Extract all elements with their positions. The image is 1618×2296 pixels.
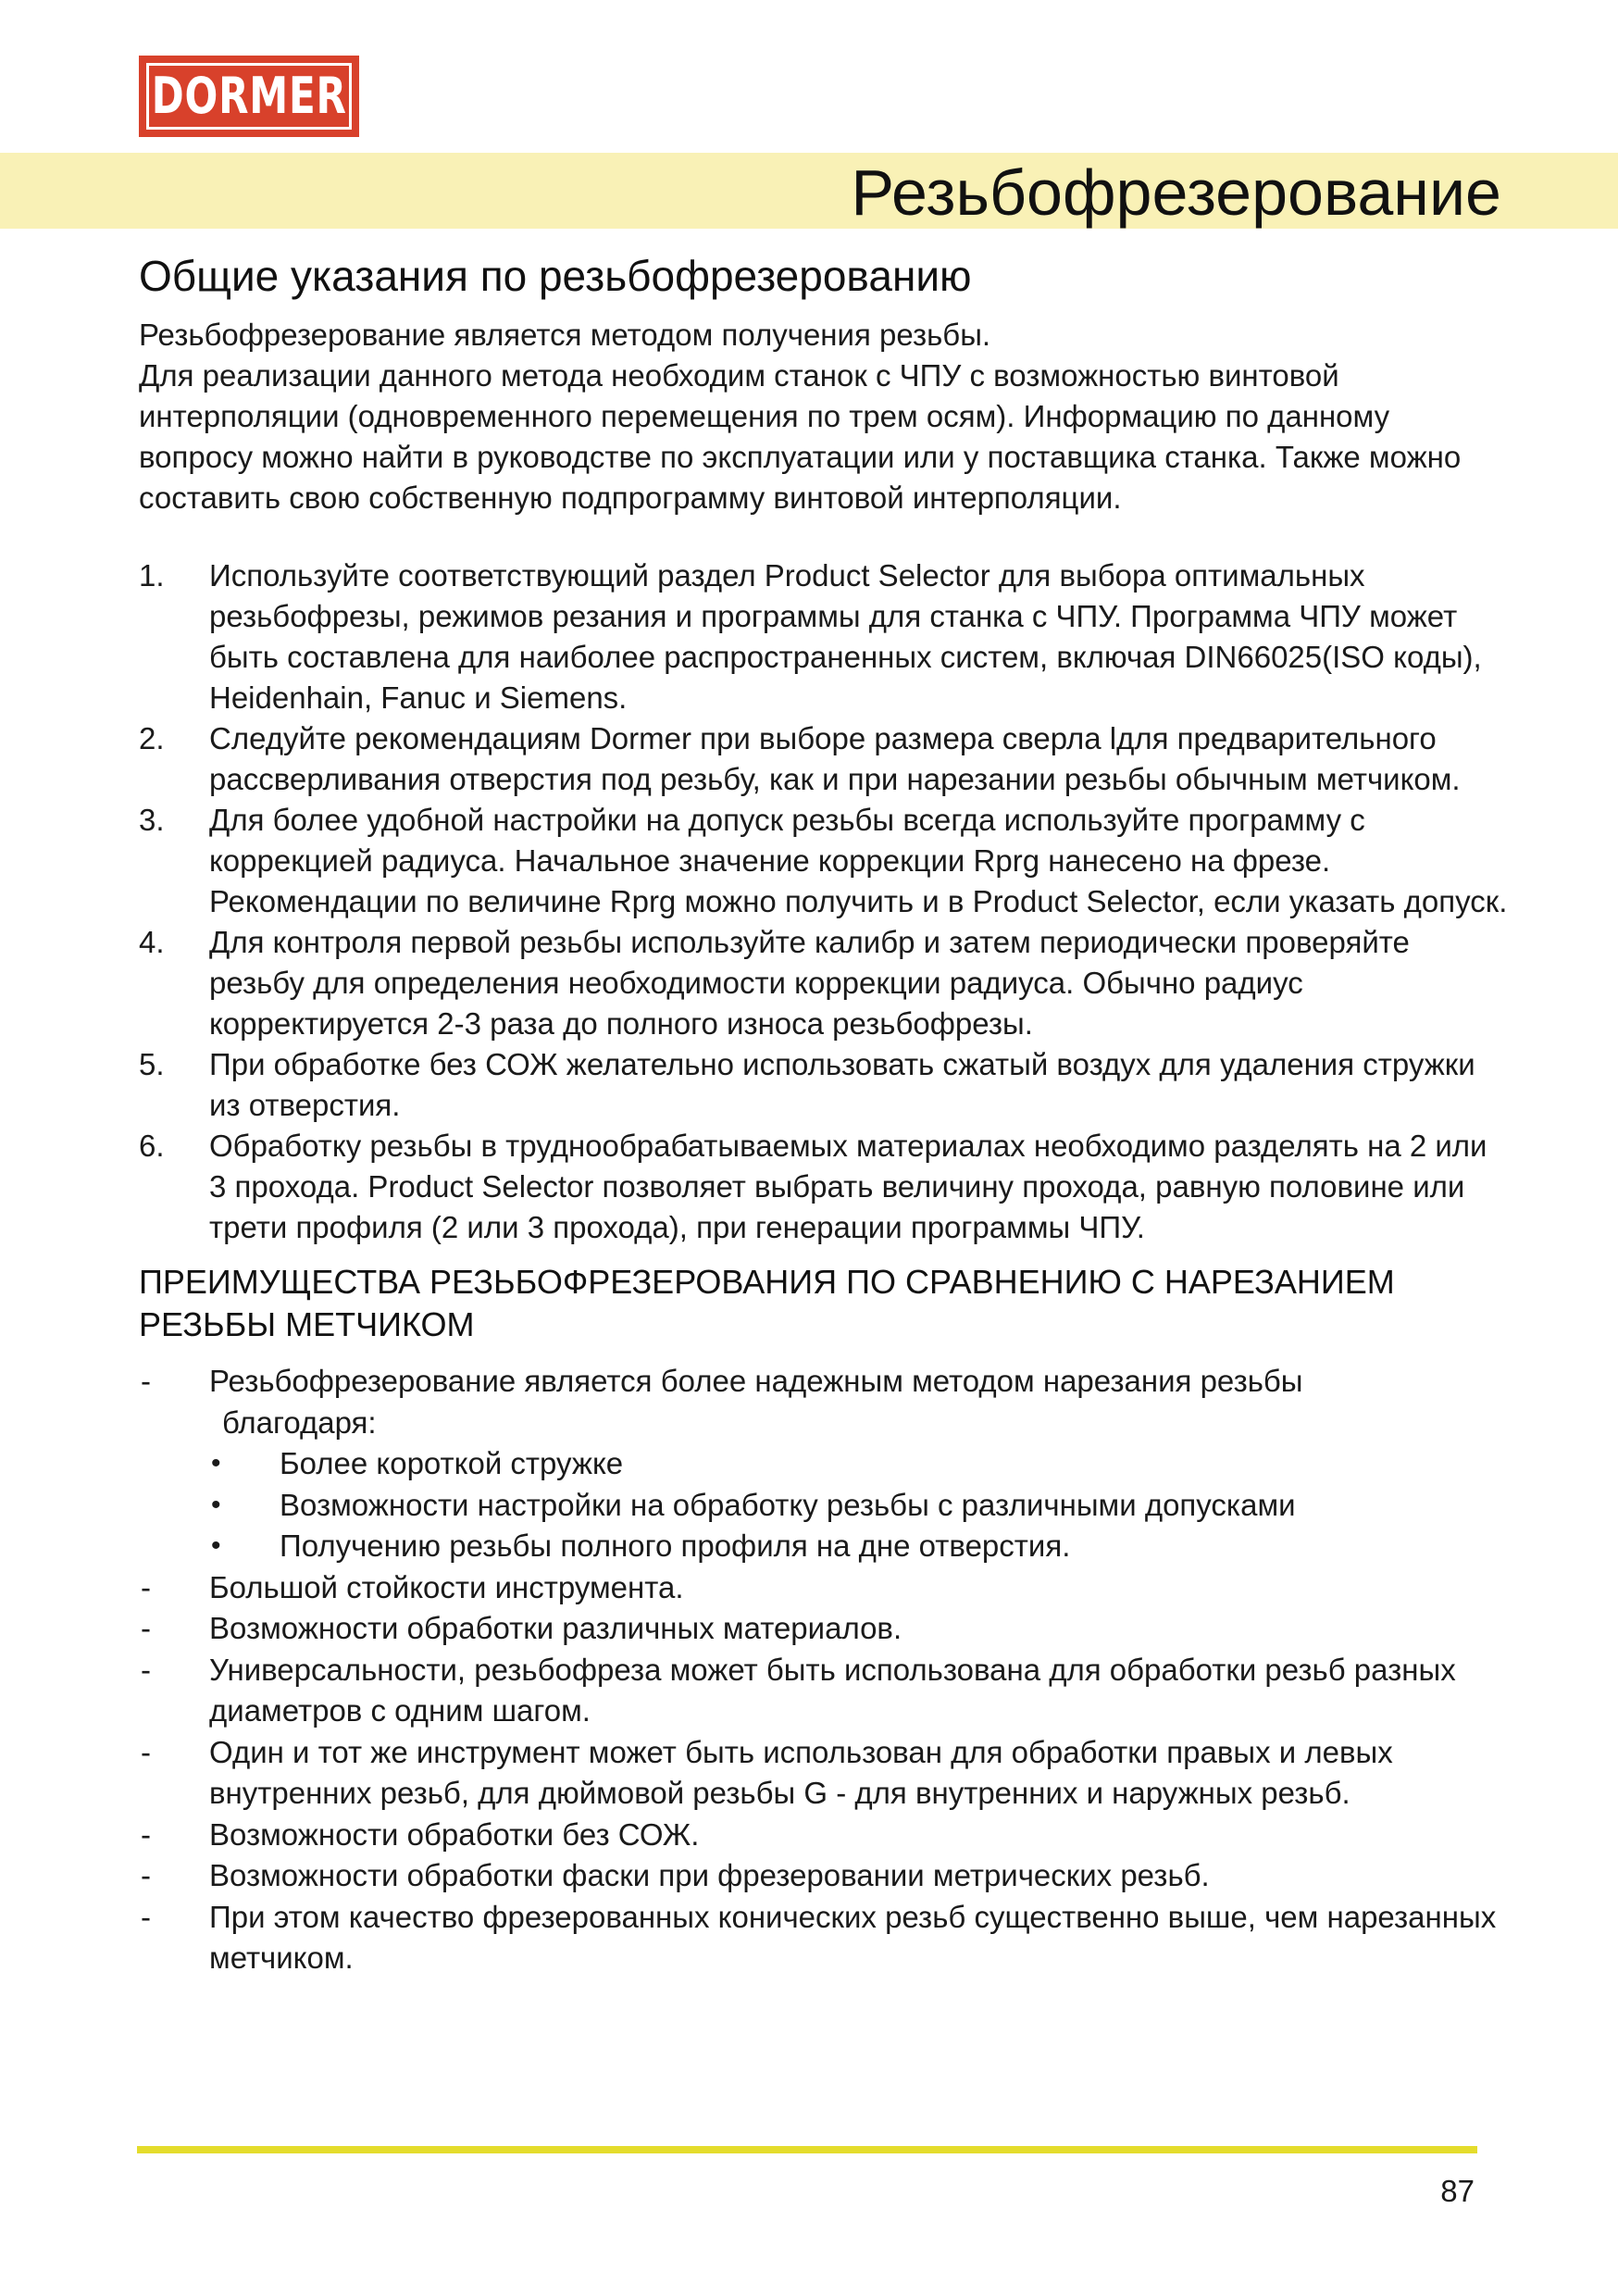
dormer-logo: [139, 56, 359, 137]
advantage-text: Возможности обработки различных материалов.: [209, 1611, 902, 1645]
step-item: [139, 555, 1509, 718]
bullet-item: [209, 1485, 1509, 1527]
advantage-text: Большой стойкости инструмента.: [209, 1569, 684, 1604]
bullet-marker: •: [211, 1530, 221, 1561]
step-text: Обработку резьбы в труднообрабатываемых материалах необходимо разделять на 2 или 3 прохода. Product Selector позволяет выбрать величину прохода, равную половине или трети профиля (2 или 3 прохода), при генерации программы ЧПУ.: [209, 1129, 1487, 1244]
intro-paragraph: Резьбофрезерование является методом получения резьбы.: [139, 318, 991, 352]
dash-marker: -: [141, 1364, 151, 1398]
advantage-item: [139, 1361, 1509, 1567]
dash-marker: -: [141, 1652, 151, 1687]
advantage-item: [139, 1815, 1509, 1856]
page-title: Резьбофрезерование: [851, 156, 1501, 229]
advantage-item: [139, 1855, 1509, 1897]
step-number: 1.: [139, 558, 165, 593]
logo-frame: [146, 63, 352, 130]
dash-marker: -: [141, 1569, 151, 1604]
advantage-item: [139, 1897, 1509, 1979]
section-title: Общие указания по резьбофрезерованию: [139, 252, 972, 300]
step-text: При обработке без СОЖ желательно использовать сжатый воздух для удаления стружки из отверстия.: [209, 1047, 1475, 1122]
advantage-text: Возможности обработки фаски при фрезеровании метрических резьб.: [209, 1858, 1210, 1892]
bullet-text: Более короткой стружке: [280, 1446, 624, 1480]
advantages-heading: ПРЕИМУЩЕСТВА РЕЗЬБОФРЕЗЕРОВАНИЯ ПО СРАВНЕНИЮ С НАРЕЗАНИЕМ РЕЗЬБЫ МЕТЧИКОМ: [139, 1263, 1395, 1343]
advantage-text: При этом качество фрезерованных конических резьб существенно выше, чем нарезанных метчиком.: [209, 1899, 1497, 1975]
step-item: [139, 1044, 1509, 1126]
advantage-text-continued: благодаря:: [222, 1404, 377, 1440]
logo-text: DORMER: [151, 67, 347, 125]
advantage-text: Резьбофрезерование является более надежным методом нарезания резьбы: [209, 1364, 1303, 1398]
dash-marker: -: [141, 1858, 151, 1892]
steps-list: [139, 555, 1509, 1248]
advantage-text: Универсальности, резьбофреза может быть использована для обработки резьб разных диаметров с одним шагом.: [209, 1652, 1456, 1728]
advantage-text: Возможности обработки без СОЖ.: [209, 1816, 700, 1852]
step-item: [139, 800, 1509, 922]
bullet-text: Возможности настройки на обработку резьбы с различными допусками: [280, 1487, 1296, 1522]
bullet-item: [209, 1526, 1509, 1567]
dash-marker: -: [141, 1611, 151, 1645]
advantages-list: [139, 1361, 1509, 1979]
page-number: 87: [1440, 2174, 1475, 2208]
step-number: 5.: [139, 1047, 165, 1081]
step-text: Для более удобной настройки на допуск резьбы всегда используйте программу с коррекцией радиуса. Начальное значение коррекции Rprg нанесено на фрезе. Рекомендации по величине Rprg можно получить и в Product Selector, если указать допуск.: [209, 803, 1508, 918]
step-item: [139, 922, 1509, 1044]
step-item: [139, 1126, 1509, 1248]
advantage-item: [139, 1608, 1509, 1650]
step-text: Для контроля первой резьбы используйте калибр и затем периодически проверяйте резьбу для определения необходимости коррекции радиуса. Обычно радиус корректируется 2-3 раза до полного износа резьбофрезы.: [209, 925, 1410, 1041]
advantage-text: Один и тот же инструмент может быть использован для обработки правых и левых внутренних резьб, для дюймовой резьбы G - для внутренних и наружных резьб.: [209, 1734, 1393, 1810]
advantage-bullets: [209, 1443, 1509, 1567]
main-content: [139, 248, 1509, 1979]
step-text: Следуйте рекомендациям Dormer при выборе размера сверла lдля предварительного рассверливания отверстия под резьбу, как и при нарезании резьбы обычным метчиком.: [209, 721, 1461, 796]
bullet-item: [209, 1443, 1509, 1485]
step-number: 2.: [139, 721, 165, 755]
advantage-item: [139, 1567, 1509, 1609]
dash-marker: -: [141, 1816, 151, 1852]
step-item: [139, 718, 1509, 800]
bullet-marker: •: [211, 1489, 221, 1520]
step-number: 3.: [139, 803, 165, 837]
step-number: 4.: [139, 925, 165, 959]
step-text: Используйте соответствующий раздел Product Selector для выбора оптимальных резьбофрезы, режимов резания и программы для станка с ЧПУ. Программа ЧПУ может быть составлена для наиболее распространенных систем, включая DIN66025(ISO коды), Heidenhain, Fanuc и Siemens.: [209, 558, 1482, 715]
bullet-marker: •: [211, 1448, 221, 1479]
intro-paragraph: Для реализации данного метода необходим станок с ЧПУ с возможностью винтовой интерполяции (одновременного перемещения по трем осям). Информацию по данному вопросу можно найти в руководстве по эксплуатации или у поставщика станка. Также можно составить свою собственную подпрограмму винтовой интерполяции.: [139, 358, 1462, 515]
dash-marker: -: [141, 1899, 151, 1934]
advantage-item: [139, 1650, 1509, 1732]
intro-text: [139, 315, 1509, 518]
step-number: 6.: [139, 1129, 165, 1163]
footer-divider: [137, 2146, 1477, 2153]
dash-marker: -: [141, 1734, 151, 1769]
advantage-item: [139, 1732, 1509, 1815]
bullet-text: Получению резьбы полного профиля на дне отверстия.: [280, 1529, 1071, 1563]
